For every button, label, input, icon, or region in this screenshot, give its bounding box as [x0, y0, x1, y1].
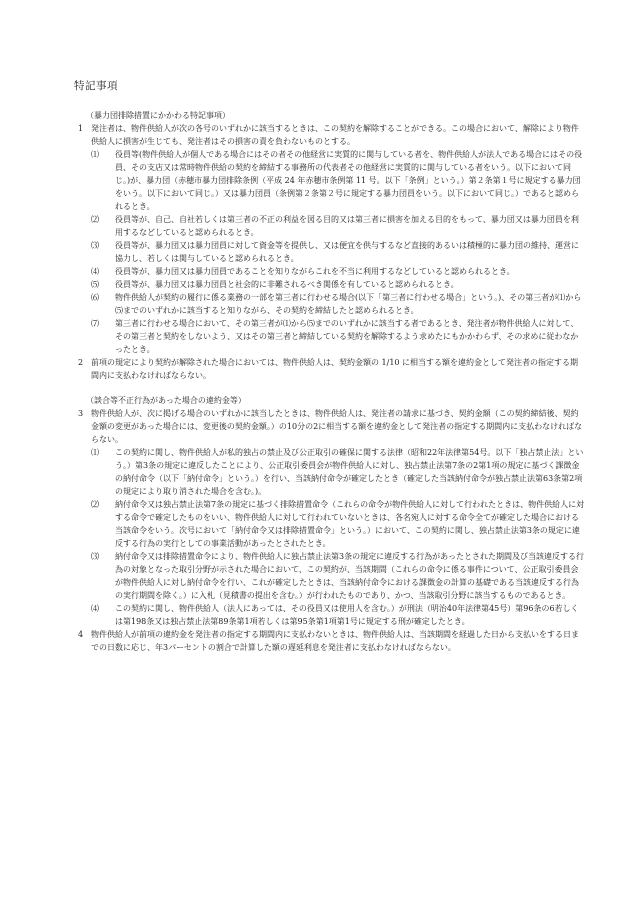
item-text: この契約に関し、物件供給人（法人にあっては、その役員又は使用人を含む。）が刑法（明治40年法律第45号）第96条の6若しくは第198条又は独占禁止法第89条第1項若しくは第95条第1項第1号に規定する刑が確定したとき。 — [115, 604, 579, 626]
clause-text: 物件供給人が前項の違約金を発注者の指定する期間内に支払わないときは、物件供給人は、当該期間を経過した日から支払いをする日までの日数に応じ、年3パーセントの割合で計算した額の遅延利息を発注者に支払わなければならない。 — [91, 630, 579, 652]
clause-number: 2 — [78, 358, 84, 367]
item-number: ⑴ — [91, 150, 99, 159]
clause-1-item-6 — [91, 291, 586, 317]
clause-text: 前項の規定により契約が解除された場合においては、物件供給人は、契約金額の 1/10 に相当する額を違約金として発注者の指定する期間内に支払わなければならない。 — [91, 358, 579, 380]
item-text: 役員等が、暴力団又は暴力団員と社会的に非難されるべき関係を有していると認められるとき。 — [115, 280, 459, 289]
clause-1-item-1 — [91, 148, 586, 213]
document-title: 特記事項 — [74, 80, 118, 92]
clause-4 — [74, 628, 586, 654]
item-text: この契約に関し、物件供給人が私的独占の禁止及び公正取引の確保に関する法律（昭和22年法律第54号。以下「独占禁止法」という。）第3条の規定に違反したことにより、公正取引委員会が物件供給人に対し、独占禁止法第7条の2第1項の規定に基づく課徴金の納付命令（以下「納付命令」という。）を行い、当該納付命令が確定したとき（確定した当該納付命令が独占禁止法第63条第2項の規定により取り消された場合を含む。)。 — [115, 448, 584, 496]
item-text: 役員等(物件供給人が個人である場合にはその者その他経営に実質的に関与している者を、物件供給人が法人である場合にはその役員、その支店又は常時物件供給の契約を締結する事務所の代表者その他経営に実質的に関与している者をいう。以下において同じ。)が、暴力団（赤穂市暴力団排除条例（平成 24 年赤穂市条例第 11 号。以下「条例」という。）第２条第１号に規定する暴力団をいう。以下において同じ。）又は暴力団員（条例第２条第２号に規定する暴力団員をいう。以下において同じ。）であると認められるとき。 — [115, 150, 583, 211]
clause-2 — [74, 356, 586, 382]
clause-3-item-1 — [91, 446, 586, 498]
clause-1-item-2 — [91, 213, 586, 239]
section-spacer — [74, 382, 586, 395]
item-number: ⑸ — [91, 280, 99, 289]
item-number: ⑴ — [91, 448, 99, 457]
item-number: ⑶ — [91, 241, 99, 250]
clause-text: 発注者は、物件供給人が次の各号のいずれかに該当するときは、この契約を解除することができる。この場合において、解除により物件供給人に損害が生じても、発注者はその損害の責を負わないものとする。 — [91, 124, 579, 146]
item-text: 物件供給人が契約の履行に係る業務の一部を第三者に行わせる場合(以下「第三者に行わせる場合」という。)、その第三者が⑴から⑸までのいずれかに該当すると知りながら、その契約を締結したと認められるとき。 — [115, 293, 582, 315]
item-number: ⑷ — [91, 267, 99, 276]
item-number: ⑷ — [91, 604, 99, 613]
clause-text: 物件供給人が、次に掲げる場合のいずれかに該当したときは、物件供給人は、発注者の請求に基づき、契約金額（この契約締結後、契約金額の変更があった場合には、変更後の契約金額。）の10分の2に相当する額を違約金として発注者の指定する期間内に支払わなければならない。 — [91, 409, 583, 444]
item-text: 納付命令又は独占禁止法第7条の規定に基づく排除措置命令（これらの命令が物件供給人に対して行われたときは、物件供給人に対する命令で確定したものをいい、物件供給人に対して行われていないときは、各名宛人に対する命令全てが確定した場合における当該命令をいう。次号において「納付命令又は排除措置命令」という。）において、この契約に関し、独占禁止法第3条の規定に違反する行為の実行としての事業活動があったとされたとき。 — [115, 500, 585, 548]
item-text: 役員等が、自己、自社若しくは第三者の不正の利益を図る目的又は第三者に損害を加える目的をもって、暴力団又は暴力団員を利用するなどしていると認められるとき。 — [115, 215, 579, 237]
item-text: 役員等が、暴力団又は暴力団員であることを知りながらこれを不当に利用するなどしていると認められるとき。 — [115, 267, 515, 276]
clause-1 — [74, 122, 586, 148]
item-number: ⑺ — [91, 319, 99, 328]
clause-3-item-4 — [91, 602, 586, 628]
section-heading-collusion: （談合等不正行為があった場合の違約金等） — [86, 396, 246, 405]
item-text: 納付命令又は排除措置命令により、物件供給人に独占禁止法第3条の規定に違反する行為があったとされた期間及び当該違反する行為の対象となった取引分野が示された場合において、この契約が、当該期間（これらの命令に係る事件について、公正取引委員会が物件供給人に対し納付命令を行い、これが確定したときは、当該納付命令における課徴金の計算の基礎である当該違反する行為の実行期間を除く。）に入札（見積書の提出を含む。）が行われたものであり、かつ、当該取引分野に該当するものであるとき。 — [115, 552, 585, 600]
clause-number: 3 — [78, 409, 84, 418]
clause-3 — [74, 407, 586, 446]
item-number: ⑶ — [91, 552, 99, 561]
clause-1-item-3 — [91, 239, 586, 265]
item-number: ⑵ — [91, 215, 99, 224]
clause-number: 1 — [78, 124, 84, 133]
item-text: 役員等が、暴力団又は暴力団員に対して資金等を提供し、又は便宜を供与するなど直接的あるいは積極的に暴力団の維持、運営に協力し、若しくは関与していると認められるとき。 — [115, 241, 579, 263]
clause-3-item-3 — [91, 550, 586, 602]
clause-1-item-4 — [91, 265, 586, 278]
clause-3-item-2 — [91, 498, 586, 550]
item-number: ⑹ — [91, 293, 99, 302]
item-number: ⑵ — [91, 500, 99, 509]
clause-1-item-5 — [91, 278, 586, 291]
item-text: 第三者に行わせる場合において、その第三者が⑴から⑸までのいずれかに該当する者であるとき、発注者が物件供給人に対して、その第三者と契約をしないよう、又はその第三者と締結している契約を解除するよう求めたにもかかわらず、その求めに従わなかったとき。 — [115, 319, 579, 354]
clause-1-item-7 — [91, 317, 586, 356]
section-heading-anti-gang: （暴力団排除措置にかかわる特記事項） — [86, 111, 230, 120]
clause-number: 4 — [78, 630, 84, 639]
